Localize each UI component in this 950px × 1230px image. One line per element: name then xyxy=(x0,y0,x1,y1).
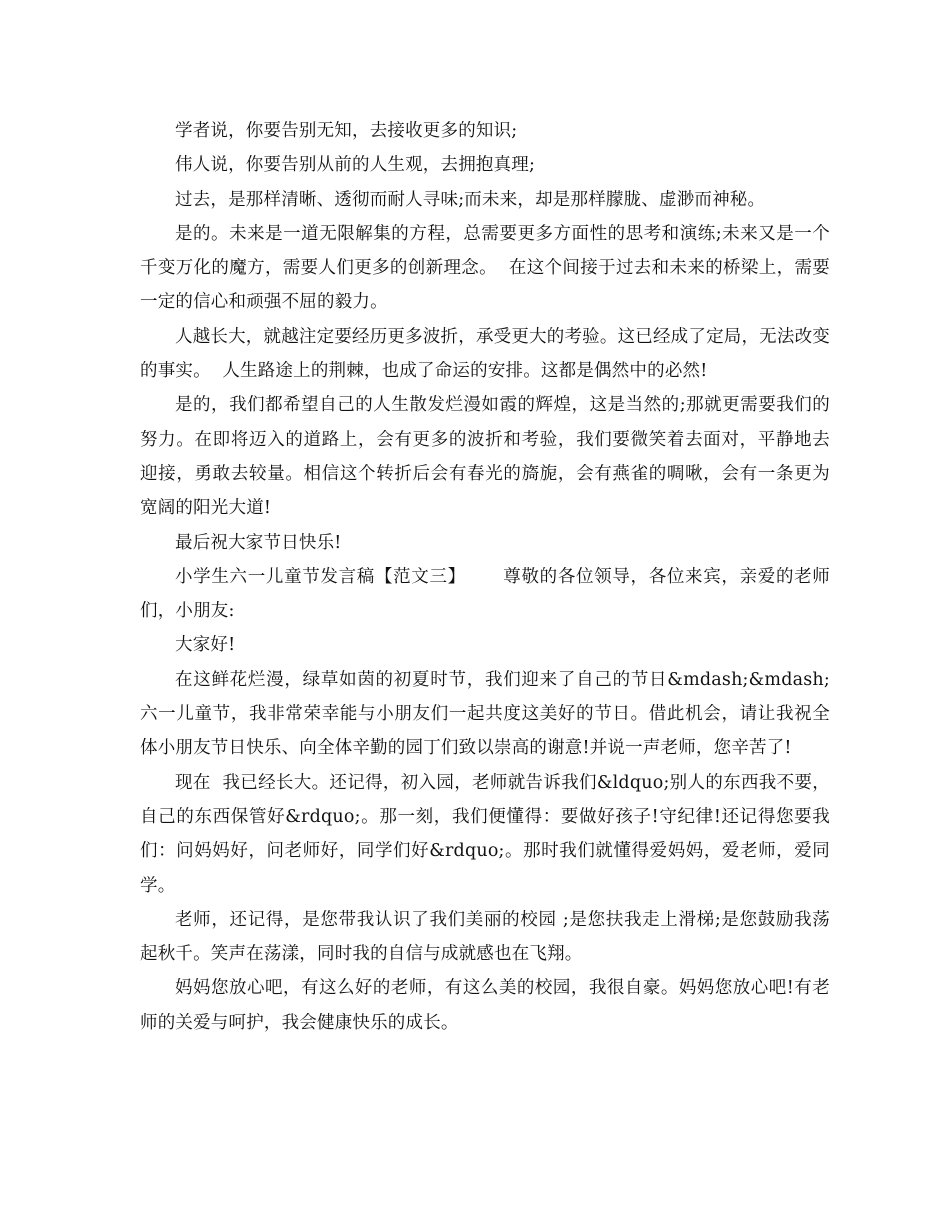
paragraph: 伟人说，你要告别从前的人生观，去拥抱真理; xyxy=(175,155,536,176)
document-body xyxy=(140,114,830,1040)
paragraph: 现在 我已经长大。还记得，初入园，老师就告诉我们&ldquo;别人的东西我不要，自己的东西保管好&rdquo;。那一刻，我们便懂得：要做好孩子!守纪律!还记得您要我们：问妈妈好，问老师好，同学们好&rdquo;。那时我们就懂得爱妈妈，爱老师，爱同学。 xyxy=(140,772,830,896)
paragraph: 人越长大，就越注定要经历更多波折，承受更大的考验。这已经成了定局，无法改变的事实。 人生路途上的荆棘，也成了命运的安排。这都是偶然中的必然! xyxy=(140,326,830,382)
paragraph: 是的，我们都希望自己的人生散发烂漫如霞的辉煌，这是当然的;那就更需要我们的努力。在即将迈入的道路上，会有更多的波折和考验，我们要微笑着去面对，平静地去迎接，勇敢去较量。相信这个转折后会有春光的旖旎，会有燕雀的啁啾，会有一条更为宽阔的阳光大道! xyxy=(140,395,830,519)
greeting-paragraph: 大家好! xyxy=(175,635,236,656)
paragraph: 老师，还记得，是您带我认识了我们美丽的校园 ;是您扶我走上滑梯;是您鼓励我荡起秋千。笑声在荡漾，同时我的自信与成就感也在飞翔。 xyxy=(140,909,830,965)
paragraph: 学者说，你要告别无知，去接收更多的知识; xyxy=(175,121,518,141)
paragraph: 最后祝大家节日快乐! xyxy=(175,532,342,553)
paragraph: 妈妈您放心吧，有这么好的老师，有这么美的校园，我很自豪。妈妈您放心吧!有老师的关爱与呵护，我会健康快乐的成长。 xyxy=(140,978,830,1033)
paragraph: 过去，是那样清晰、透彻而耐人寻味;而未来，却是那样朦胧、虚渺而神秘。 xyxy=(175,189,766,210)
paragraph: 是的。未来是一道无限解集的方程，总需要更多方面性的思考和演练;未来又是一个千变万化的魔方，需要人们更多的创新理念。 在这个间接于过去和未来的桥梁上，需要一定的信心和顽强不屈的毅力。 xyxy=(140,223,830,313)
section-heading-paragraph: 小学生六一儿童节发言稿【范文三】 尊敬的各位领导，各位来宾，亲爱的老师们，小朋友: xyxy=(140,566,830,622)
paragraph: 在这鲜花烂漫，绿草如茵的初夏时节，我们迎来了自己的节日&mdash;&mdash;六一儿童节，我非常荣幸能与小朋友们一起共度这美好的节日。借此机会，请让我祝全体小朋友节日快乐、向全体辛勤的园丁们致以崇高的谢意!并说一声老师，您辛苦了! xyxy=(140,669,830,759)
